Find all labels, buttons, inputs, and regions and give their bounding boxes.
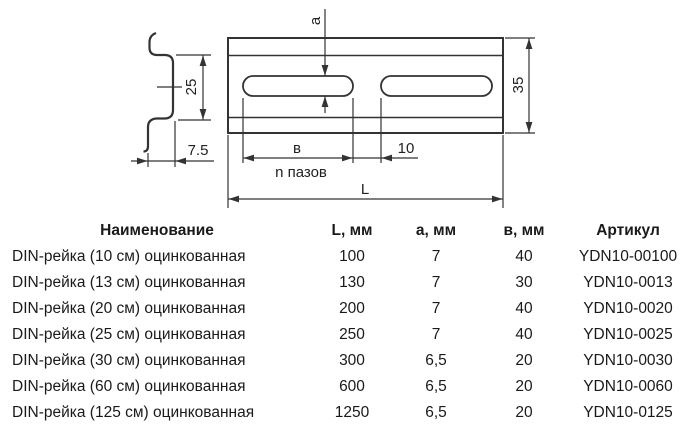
cell-v: 40: [515, 326, 533, 344]
header-v: в, мм: [503, 222, 545, 240]
arrow-left-icon: [244, 155, 255, 162]
cell-length: 200: [339, 300, 365, 318]
cell-a: 6,5: [425, 378, 447, 396]
header-length: L, мм: [331, 222, 373, 240]
cell-length: 130: [339, 274, 365, 292]
cell-v: 40: [515, 300, 533, 318]
dim-label-7-5: 7.5: [187, 142, 209, 159]
cell-a: 6,5: [425, 352, 447, 370]
arrow-right-icon: [492, 196, 503, 203]
table-row: [4, 322, 690, 348]
dim-label-10: 10: [397, 140, 415, 157]
cross-section-profile: [144, 33, 174, 152]
arrow-right-icon: [342, 155, 353, 162]
cell-name: DIN-рейка (10 см) оцинкованная: [12, 248, 246, 266]
arrow-up-icon: [322, 96, 329, 107]
cell-name: DIN-рейка (25 см) оцинкованная: [12, 326, 246, 344]
cell-article: YDN10-0030: [583, 352, 673, 370]
arrow-down-icon: [526, 122, 533, 133]
arrow-down-icon: [322, 65, 329, 76]
cell-article: YDN10-0020: [583, 300, 673, 318]
arrow-right-icon: [137, 158, 148, 165]
cell-v: 20: [515, 404, 533, 422]
table-row: [4, 348, 690, 374]
cell-name: DIN-рейка (20 см) оцинкованная: [12, 300, 246, 318]
cell-v: 20: [515, 352, 533, 370]
cell-length: 1250: [334, 404, 370, 422]
cell-article: YDN10-0125: [583, 404, 673, 422]
cell-name: DIN-рейка (30 см) оцинкованная: [12, 352, 246, 370]
header-a: а, мм: [415, 222, 457, 240]
slot-cutout: [243, 76, 353, 96]
cell-article: YDN10-00100: [578, 248, 678, 266]
din-rail-top-view: [228, 38, 503, 133]
arrow-down-icon: [200, 109, 207, 120]
cell-name: DIN-рейка (13 см) оцинкованная: [12, 274, 246, 292]
table-row: [4, 400, 690, 426]
dimension-v-and-10: [243, 98, 418, 163]
cell-v: 30: [515, 274, 533, 292]
table-header-row: [4, 218, 690, 244]
slot-cutout: [381, 76, 492, 96]
cell-a: 7: [431, 300, 441, 318]
cell-name: DIN-рейка (60 см) оцинкованная: [12, 378, 246, 396]
table-row: [4, 270, 690, 296]
cell-a: 7: [431, 248, 441, 266]
header-name: Наименование: [100, 222, 214, 240]
slots-count-note: n пазов: [275, 164, 327, 181]
rail-outline: [228, 38, 503, 133]
cell-a: 6,5: [425, 404, 447, 422]
header-article: Артикул: [596, 222, 660, 240]
cell-length: 300: [339, 352, 365, 370]
arrow-left-icon: [382, 155, 393, 162]
cell-v: 40: [515, 248, 533, 266]
cell-article: YDN10-0060: [583, 378, 673, 396]
table-row: [4, 374, 690, 400]
dim-label-35: 35: [510, 76, 527, 94]
cell-a: 7: [431, 326, 441, 344]
cell-name: DIN-рейка (125 см) оцинкованная: [12, 404, 255, 422]
arrow-left-icon: [176, 158, 187, 165]
spec-table: [4, 218, 690, 426]
din-rail-cross-section: [144, 33, 183, 152]
dim-label-25: 25: [183, 78, 200, 96]
cell-a: 7: [431, 274, 441, 292]
cell-length: 250: [339, 326, 365, 344]
dim-label-L: L: [360, 181, 370, 198]
cell-length: 600: [339, 378, 365, 396]
dim-label-v: в: [293, 140, 301, 157]
table-row: [4, 244, 690, 270]
dim-label-a: a: [307, 16, 324, 26]
cell-article: YDN10-0025: [583, 326, 673, 344]
arrow-up-icon: [526, 39, 533, 50]
arrow-left-icon: [229, 196, 240, 203]
table-row: [4, 296, 690, 322]
arrow-up-icon: [200, 56, 207, 67]
cell-v: 20: [515, 378, 533, 396]
cell-length: 100: [339, 248, 365, 266]
cell-article: YDN10-0013: [583, 274, 673, 292]
